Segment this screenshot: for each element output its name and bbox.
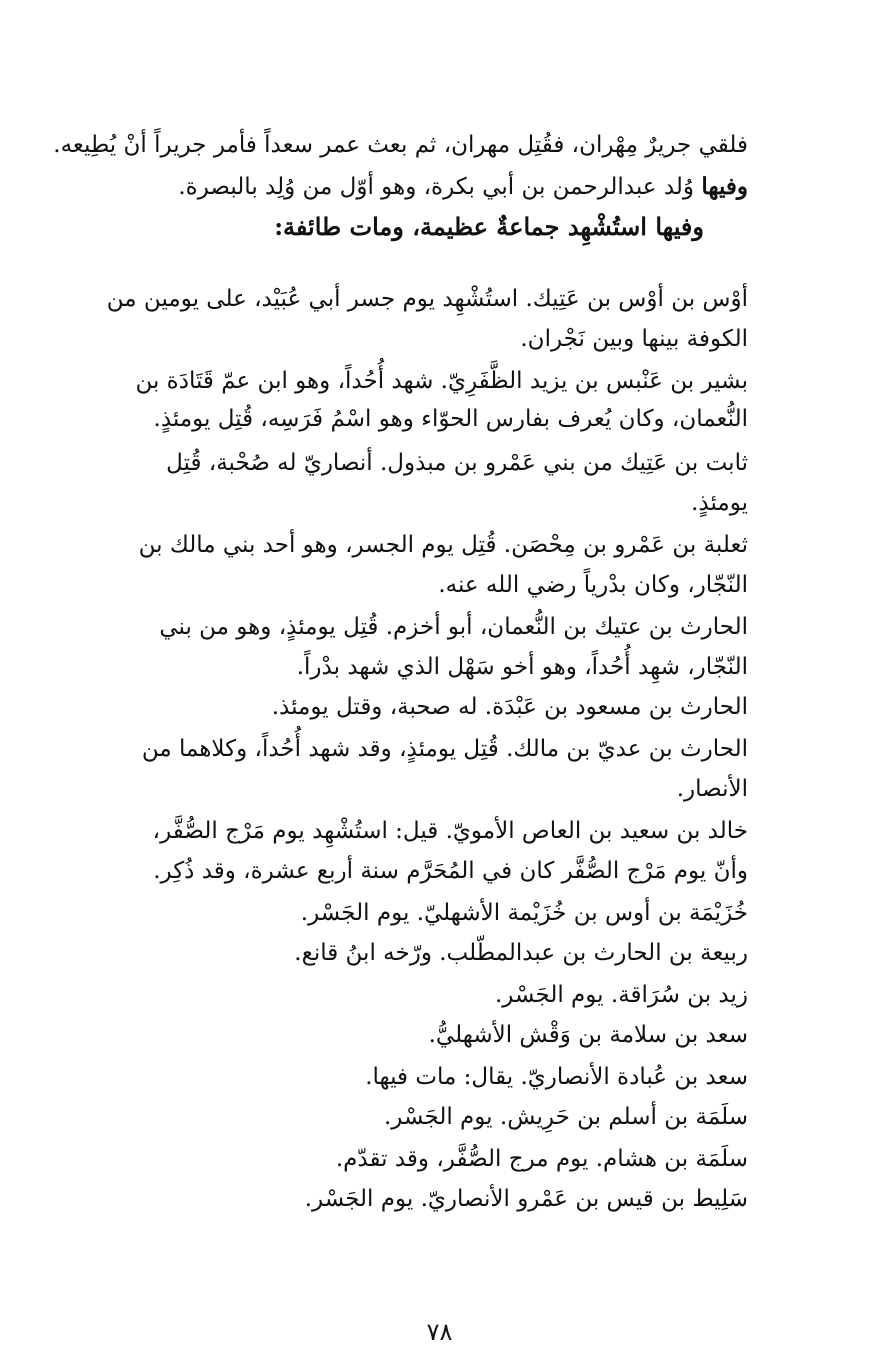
text-line: الحارث بن عديّ بن مالك. قُتِل يومئذٍ، وقد شهد أُحُداً، وكلاهما من: [141, 736, 748, 762]
text-line: خالد بن سعيد بن العاص الأمويّ. قيل: استُشْهِد يوم مَرْج الصُّفَّر،: [152, 818, 748, 844]
text-line: الكوفة بينها وبين نَجْران.: [520, 326, 748, 352]
text-line: النّجّار، شهِد أُحُداً، وهو أخو سَهْل الذي شهد بدْراً.: [296, 654, 748, 680]
text-line: سعد بن عُبادة الأنصاريّ. يقال: مات فيها.: [365, 1064, 748, 1090]
text-line: خُزَيْمَة بن أوس بن خُزَيْمة الأشهليّ. يوم الجَسْر.: [300, 900, 748, 926]
text-line: النُّعمان، وكان يُعرف بفارس الحوّاء وهو اسْمُ فَرَسِه، قُتِل يومئذٍ.: [153, 406, 748, 432]
text-line: النّجّار، وكان بدْرياً رضي الله عنه.: [438, 572, 748, 598]
section-heading: وفيها استُشْهِد جماعةٌ عظيمة، ومات طائفة:: [274, 212, 704, 241]
text-line: ثابت بن عَتِيك من بني عَمْرو بن مبذول. أنصاريّ له صُحْبة، قُتِل: [166, 450, 748, 476]
text-line: ربيعة بن الحارث بن عبدالمطّلب. ورّخه ابنُ قانع.: [294, 940, 748, 966]
page-number: ٧٨: [426, 1318, 453, 1346]
text-line: الأنصار.: [676, 776, 748, 802]
text-line: زيد بن سُرَاقة. يوم الجَسْر.: [494, 982, 748, 1008]
text-line: سلَمَة بن هشام. يوم مرج الصُّفَّر، وقد تقدّم.: [335, 1146, 748, 1172]
text-line: فلقي جريرٌ مِهْران، فقُتِل مهران، ثم بعث عمر سعداً فأمر جريراً أنْ يُطِيعه.: [53, 132, 748, 158]
text-line: أوْس بن أوْس بن عَتِيك. استُشْهِد يوم جسر أبي عُبَيْد، على يومين من: [106, 286, 748, 312]
text-line: الحارث بن عتيك بن النُّعمان، أبو أخزم. قُتِل يومئذٍ، وهو من بني: [159, 614, 748, 640]
text-line: وأنّ يوم مَرْج الصُّفَّر كان في المُحَرَّم سنة أربع عشرة، وقد ذُكِر.: [153, 858, 748, 884]
text-line: بشير بن عَنْبس بن يزيد الظَّفَرِيّ. شهد أُحُداً، وهو ابن عمّ قَتَادَة بن: [135, 368, 748, 394]
text-line: سعد بن سلامة بن وَقْش الأشهليُّ.: [428, 1022, 748, 1048]
text-line: الحارث بن مسعود بن عَبْدَة. له صحبة، وقتل يومئذ.: [271, 694, 748, 720]
text-line: ثعلبة بن عَمْرو بن مِحْصَن. قُتِل يوم الجسر، وهو أحد بني مالك بن: [138, 532, 748, 558]
text-line: سلَمَة بن أسلم بن حَرِيش. يوم الجَسْر.: [383, 1104, 748, 1130]
text-line: سَلِيط بن قيس بن عَمْرو الأنصاريّ. يوم الجَسْر.: [304, 1186, 748, 1212]
text-line: وفيها وُلد عبدالرحمن بن أبي بكرة، وهو أوّل من وُلِد بالبصرة.: [178, 173, 748, 200]
text-line: يومئذٍ.: [691, 490, 748, 516]
